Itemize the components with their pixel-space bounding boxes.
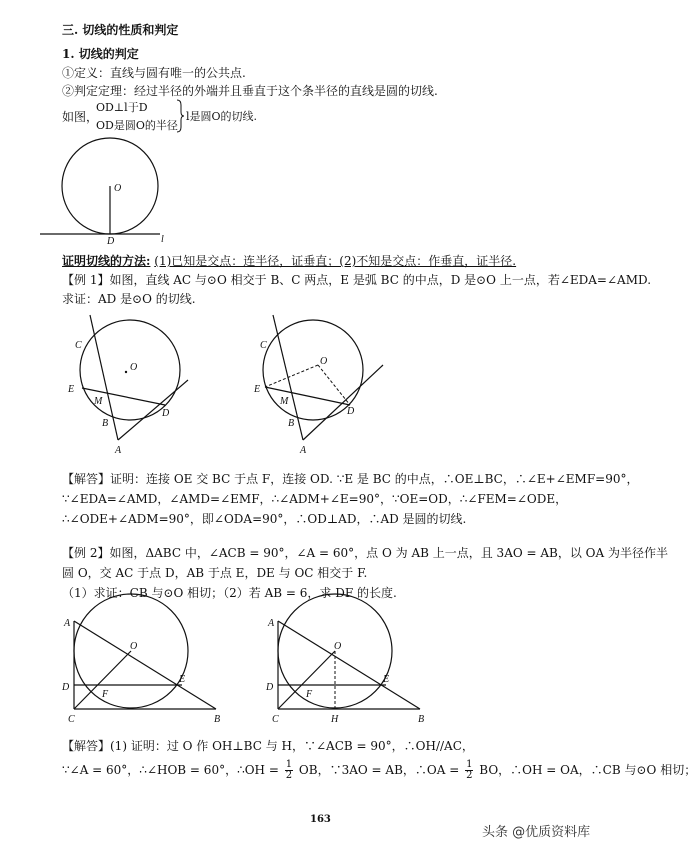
example-2-statement-1: 【例 2】如图，ΔABC 中，∠ACB = 90°，∠A = 60°，点 O 为 AB 上一点，且 3AO = AB，以 OA 为半径作半: [62, 546, 669, 560]
label-m: M: [280, 396, 289, 407]
label-m: M: [94, 396, 103, 407]
tangent-figure: [40, 138, 190, 248]
method-text: (1)已知是交点：连半径，证垂直；(2)不知是交点：作垂直，证半径.: [154, 254, 517, 268]
label-a: A: [115, 445, 122, 456]
example-2-statement-2: 圆 O，交 AC 于点 D，AB 于点 E，DE 与 OC 相交于 F.: [62, 566, 368, 580]
label-h: H: [331, 714, 339, 725]
fraction-denominator: 2: [285, 770, 293, 781]
label-l: l: [161, 234, 164, 245]
dashed-oe: [265, 365, 318, 387]
answer-2-part-a: ∵∠A = 60°，∴∠HOB = 60°，∴OH =: [62, 763, 279, 777]
label-f: F: [306, 689, 313, 700]
label-e: E: [254, 384, 261, 395]
label-e: E: [179, 674, 186, 685]
tangent-ad: [118, 380, 188, 440]
label-a: A: [268, 618, 275, 629]
watermark: 头条 @优质资料库: [482, 825, 591, 840]
label-d: D: [347, 406, 355, 417]
figure-intro: 如图，: [62, 110, 99, 124]
answer-2-part-c: BO，∴OH = OA，∴CB 与⊙O 相切；: [479, 763, 696, 777]
answer-1-line-3: ∴∠ODE+∠ADM=90°，即∠ODA=90°，∴OD⊥AD，∴AD 是圆的切线.: [62, 512, 467, 526]
section-title: 三. 切线的性质和判定: [62, 23, 179, 37]
fraction-denominator: 2: [466, 770, 473, 781]
label-e: E: [383, 674, 390, 685]
label-d: D: [62, 682, 70, 693]
fraction-half-1: [285, 760, 293, 781]
example-2-figure-a: [62, 604, 236, 729]
fraction-half-2: [465, 760, 473, 781]
label-d: D: [266, 682, 274, 693]
answer-1-line-2: ∵∠EDA=∠AMD，∠AMD=∠EMF，∴∠ADM+∠E=90°，∵OE=OD，∴∠FEM=∠ODE，: [62, 492, 568, 506]
method-label: 证明切线的方法:: [62, 254, 151, 268]
label-o: O: [334, 641, 342, 652]
label-f: F: [102, 689, 109, 700]
label-a: A: [300, 445, 307, 456]
label-o: O: [114, 183, 122, 194]
label-d: D: [162, 408, 170, 419]
page-number: 163: [310, 814, 331, 825]
label-b: B: [102, 418, 109, 429]
label-a: A: [64, 618, 71, 629]
label-b: B: [288, 418, 295, 429]
example-1-goal: 求证：AD 是⊙O 的切线.: [62, 292, 196, 306]
fraction-numerator: 1: [285, 759, 293, 770]
answer-2-part-b: OB，∵3AO = AB，∴OA =: [298, 763, 460, 777]
condition-result: l是圆O的切线.: [186, 110, 258, 123]
condition-1: OD⊥l于D: [96, 101, 148, 114]
example-1-figure-a: [68, 310, 210, 456]
answer-2-line-2: [62, 760, 696, 781]
label-c: C: [75, 340, 82, 351]
condition-2: OD是圆O的半径: [96, 119, 178, 132]
answer-1-line-1: 【解答】证明：连接 OE 交 BC 于点 F，连接 OD. ∵E 是 BC 的中点，∴OE⊥BC，∴∠E+∠EMF=90°，: [62, 472, 639, 486]
label-e: E: [68, 384, 75, 395]
label-o: O: [320, 356, 328, 367]
label-c: C: [272, 714, 279, 725]
label-o: O: [130, 641, 138, 652]
label-o: O: [130, 362, 138, 373]
definition-line: ①定义：直线与圆有唯一的公共点.: [62, 66, 246, 80]
tangent-ad: [303, 365, 383, 440]
subsection-title: 1. 切线的判定: [62, 47, 139, 61]
label-b: B: [418, 714, 425, 725]
answer-2-line-1: 【解答】(1) 证明：过 O 作 OH⊥BC 与 H，∵∠ACB = 90°，∴OH//AC，: [62, 739, 474, 753]
method-line: [62, 252, 516, 269]
label-b: B: [214, 714, 221, 725]
example-2-question: （1）求证：CB 与⊙O 相切；（2）若 AB = 6，求 DF 的长度.: [62, 586, 397, 600]
theorem-line: ②判定定理：经过半径的外端并且垂直于这个条半径的直线是圆的切线.: [62, 84, 438, 98]
center-dot: [125, 371, 127, 373]
example-1-statement: 【例 1】如图，直线 AC 与⊙O 相交于 B、C 两点，E 是弧 BC 的中点，D 是⊙O 上一点，若∠EDA=∠AMD.: [62, 273, 652, 287]
label-d: D: [107, 236, 115, 247]
label-c: C: [68, 714, 75, 725]
label-c: C: [260, 340, 267, 351]
curly-brace: [175, 99, 185, 133]
example-2-figure-b: [266, 604, 440, 734]
fraction-numerator: 1: [466, 759, 473, 770]
example-1-figure-b: [254, 310, 398, 456]
